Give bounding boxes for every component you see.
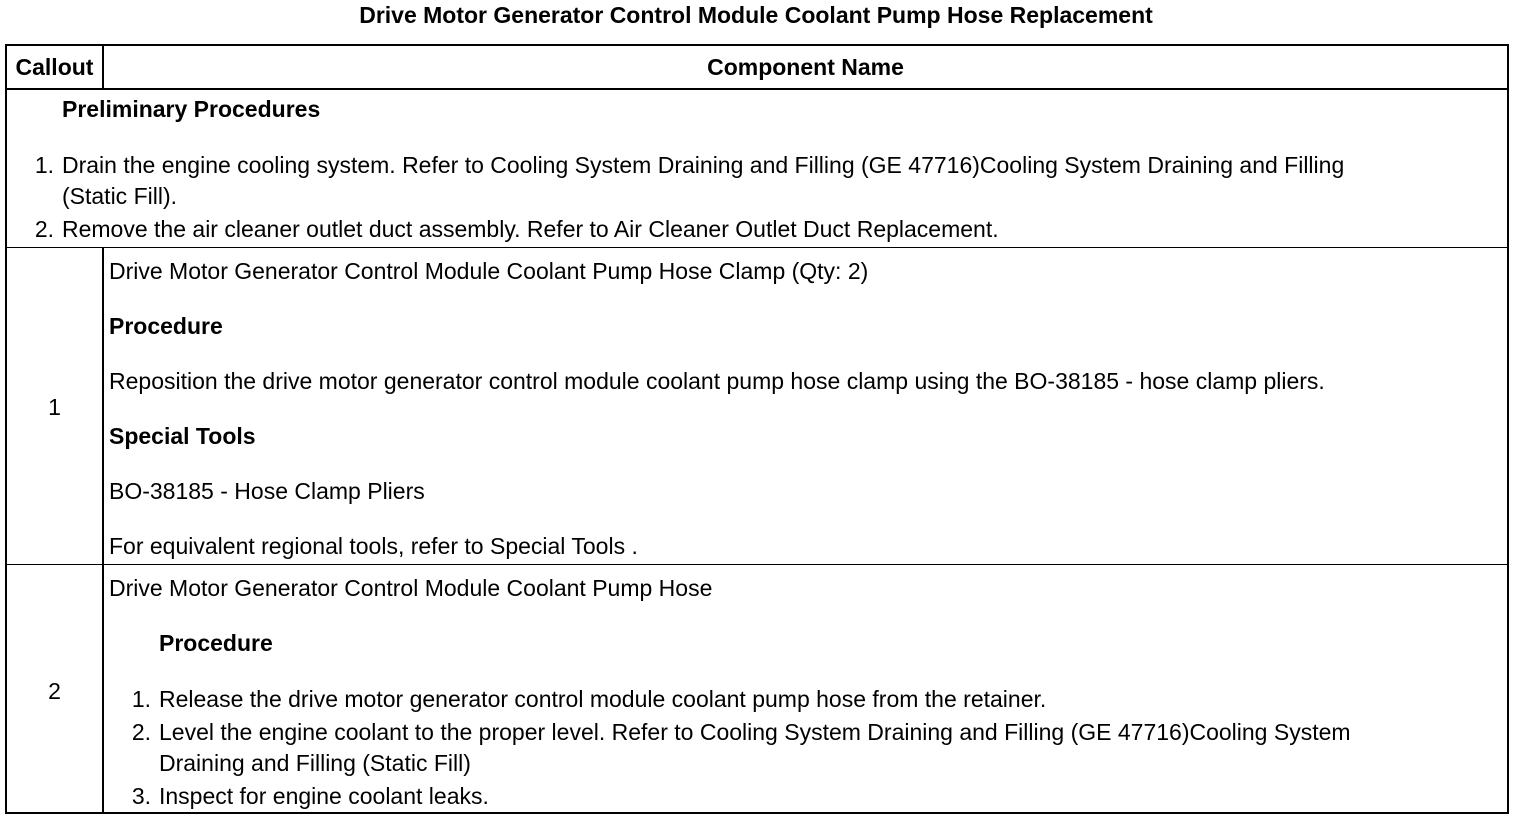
- list-item: [28, 214, 1498, 245]
- procedure-table: [5, 44, 1509, 814]
- header-rule: [7, 88, 1507, 90]
- step-number: 2.: [34, 216, 54, 242]
- list-item: [125, 684, 1500, 715]
- step-text: Release the drive motor generator control module coolant pump hose from the retainer.: [159, 686, 1047, 712]
- callout-number: 2: [48, 678, 61, 704]
- row-rule: [7, 564, 1507, 565]
- step-text-continued: Draining and Filling (Static Fill): [159, 750, 471, 776]
- procedure-heading: Procedure: [159, 630, 273, 656]
- step-number: 1.: [131, 686, 151, 712]
- list-item: [125, 781, 1500, 812]
- procedure-text: Reposition the drive motor generator control module coolant pump hose clamp using the BO-38185 - hose clamp pliers.: [109, 368, 1325, 394]
- special-tools-heading: Special Tools: [109, 423, 256, 449]
- step-text: Inspect for engine coolant leaks.: [159, 783, 489, 809]
- header-component-name: Component Name: [707, 54, 904, 80]
- preliminary-steps: [28, 150, 1498, 245]
- step-number: 1.: [34, 152, 54, 178]
- special-tool-item: BO-38185 - Hose Clamp Pliers: [109, 478, 425, 504]
- preliminary-rule: [7, 247, 1507, 248]
- callout-column-divider: [102, 248, 104, 812]
- list-item: [125, 717, 1500, 779]
- step-text: Level the engine coolant to the proper level. Refer to Cooling System Draining and Filling (GE 47716)Cooling System: [159, 719, 1351, 745]
- header-callout: Callout: [15, 54, 94, 80]
- step-number: 3.: [131, 783, 151, 809]
- step-text-continued: (Static Fill).: [62, 183, 177, 209]
- step-text: Drain the engine cooling system. Refer to Cooling System Draining and Filling (GE 47716)Cooling System Draining and Filling: [62, 152, 1345, 178]
- component-name: Drive Motor Generator Control Module Coolant Pump Hose Clamp (Qty: 2): [109, 258, 869, 284]
- callout-number: 1: [48, 394, 61, 420]
- component-name: Drive Motor Generator Control Module Coolant Pump Hose: [109, 575, 713, 601]
- list-item: [28, 150, 1498, 212]
- step-text: Remove the air cleaner outlet duct assembly. Refer to Air Cleaner Outlet Duct Replacement.: [62, 216, 999, 242]
- regional-tools-note: For equivalent regional tools, refer to Special Tools .: [109, 533, 638, 559]
- step-number: 2.: [131, 719, 151, 745]
- procedure-steps: [125, 684, 1500, 812]
- preliminary-procedures-heading: Preliminary Procedures: [62, 96, 321, 122]
- page-title: Drive Motor Generator Control Module Coolant Pump Hose Replacement: [359, 2, 1153, 28]
- procedure-heading: Procedure: [109, 313, 223, 339]
